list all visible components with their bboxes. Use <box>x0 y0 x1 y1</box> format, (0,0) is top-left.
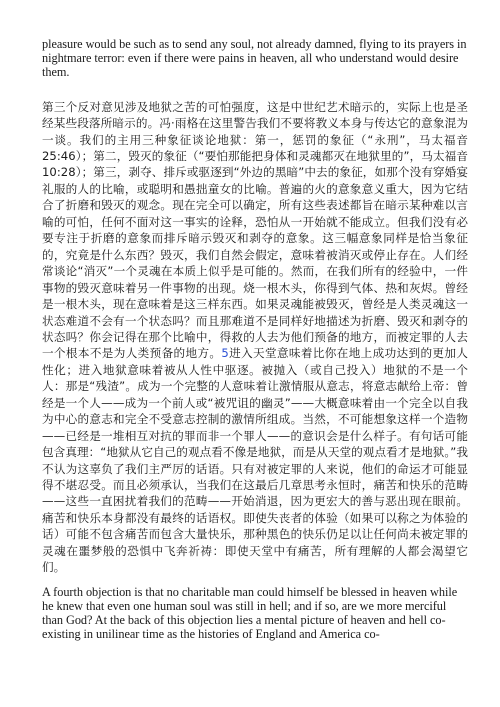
footnote-link[interactable]: 5 <box>221 346 229 361</box>
chinese-paragraph <box>42 99 468 576</box>
chinese-text-part-2: 进入天堂意味着比你在地上成功达到的更加人性化；进入地狱意味着被从人性中驱逐。被抛入（或自己投入）地狱的不是一个人：那是“残渣”。成为一个完整的人意味着让激情服从意志，将意志献给上帝：曾经是一个人——成为一个前人或“被咒诅的幽灵”——大概意味着由一个完全以自我为中心的意志和完全不受意志控制的激情所组成。当然，不可能想象这样一个造物——已经是一堆相互对抗的罪而非一个罪人——的意识会是什么样子。有句话可能包含真理：“地狱从它自己的观点看不像是地狱，而是从天堂的观点看才是地狱。”我不认为这辜负了我们主严厉的话语。只有对被定罪的人来说，他们的命运才可能显得不堪忍受。而且必须承认，当我们在这最后几章思考永恒时，痛苦和快乐的范畴——这些一直困扰着我们的范畴——开始消退，因为更宏大的善与恶出现在眼前。痛苦和快乐本身都没有最终的话语权。即使失丧者的体验（如果可以称之为体验的话）可能不包含痛苦而包含大量快乐，那种黑色的快乐仍足以让任何尚未被定罪的灵魂在噩梦般的恐惧中飞奔祈祷：即使天堂中有痛苦，所有理解的人都会渴望它们。 <box>42 346 468 575</box>
chinese-text-part-1: 第三个反对意见涉及地狱之苦的可怕强度，这是中世纪艺术暗示的，实际上也是圣经某些段落所暗示的。冯·雨格在这里警告我们不要将教义本身与传达它的意象混为一谈。我们的主用三种象征谈论地狱：第一，惩罚的象征（“永刑”，马太福音25:46）；第二，毁灭的象征（“要怕那能把身体和灵魂都灭在地狱里的”，马太福音10:28）；第三，剥夺、排斥或驱逐到“外边的黑暗”中去的象征，如那个没有穿婚宴礼服的人的比喻，或聪明和愚拙童女的比喻。普遍的火的意象意义重大，因为它结合了折磨和毁灭的观念。现在完全可以确定，所有这些表述都旨在暗示某种难以言喻的可怕，任何不面对这一事实的诠释，恐怕从一开始就不能成立。但我们没有必要专注于折磨的意象而排斥暗示毁灭和剥夺的意象。这三幅意象同样是恰当象征的，究竟是什么东西？毁灭，我们自然会假定，意味着被消灭或停止存在。人们经常谈论“消灭”一个灵魂在本质上似乎是可能的。然而，在我们所有的经验中，一件事物的毁灭意味着另一件事物的出现。烧一根木头，你得到气体、热和灰烬。曾经是一根木头，现在意味着是这三样东西。如果灵魂能被毁灭，曾经是人类灵魂这一状态难道不会有一个状态吗？而且那难道不是同样好地描述为折磨、毁灭和剥夺的状态吗？你会记得在那个比喻中，得救的人去为他们预备的地方，而被定罪的人去一个根本不是为人类预备的地方。 <box>42 99 468 361</box>
english-paragraph-top: pleasure would be such as to send any soul, not already damned, flying to its prayers in nightmare terror: even if there were pains in heaven, all who understand would desire them. <box>42 37 467 80</box>
english-paragraph-bottom: A fourth objection is that no charitable man could himself be blessed in heaven while he knew that even one human soul was still in hell; and if so, are we more merciful than God? At the back of this objection lies a mental picture of heaven and hell co-existing in unilinear time as the histories of England and America co- <box>42 584 458 642</box>
